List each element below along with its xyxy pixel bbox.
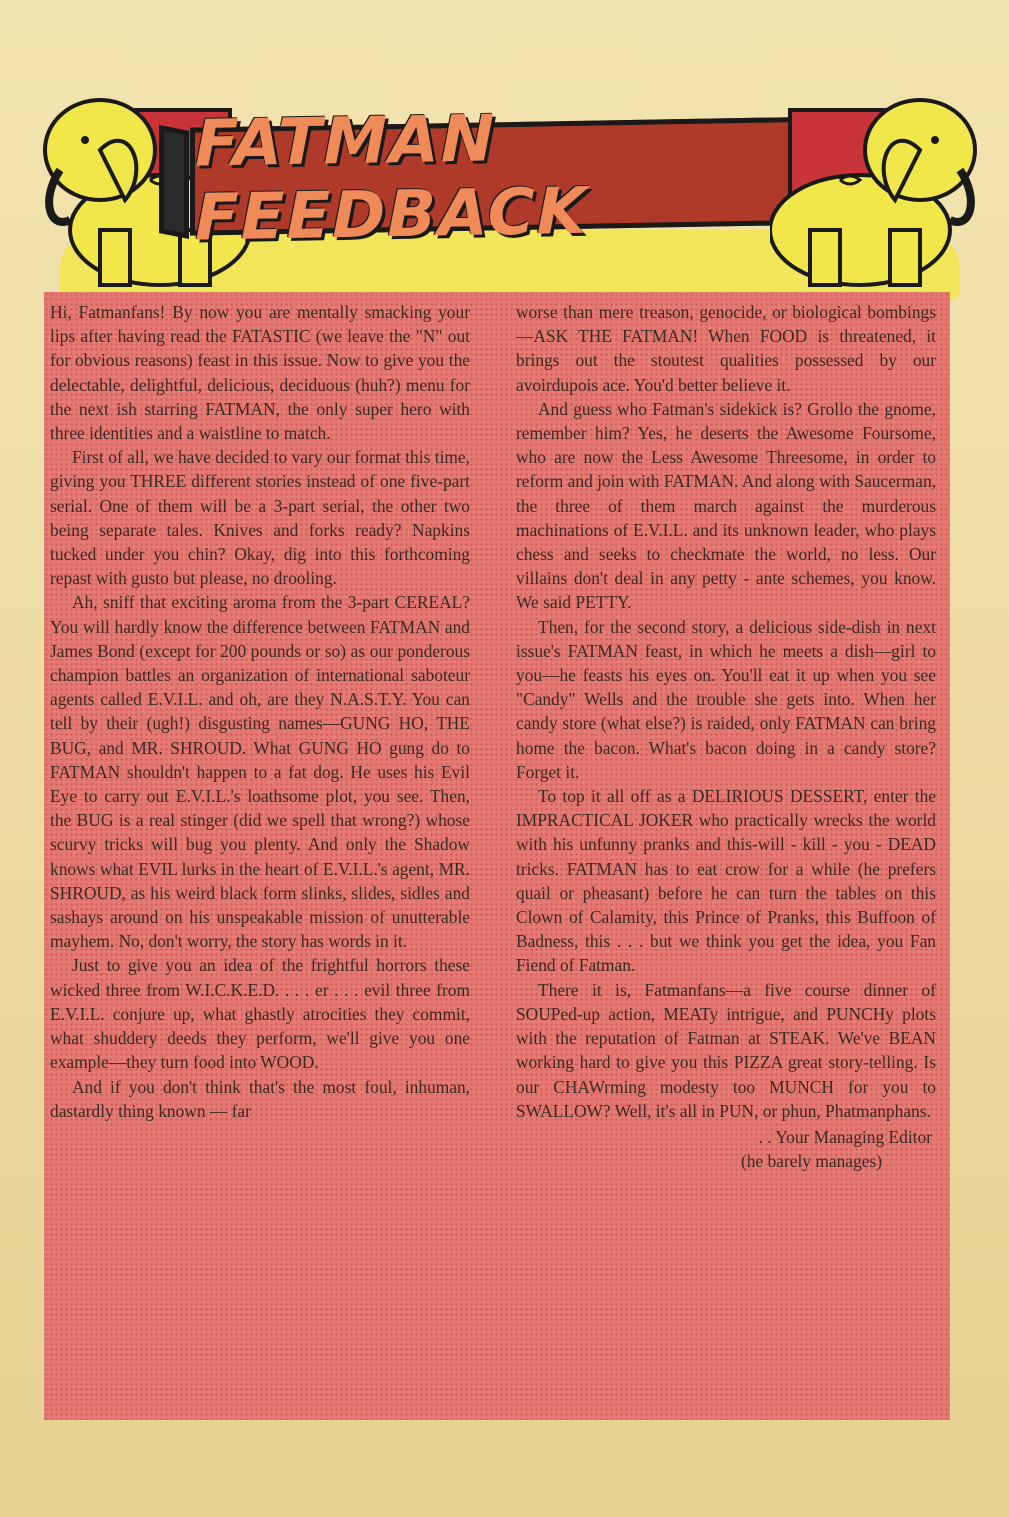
signature-block <box>516 1125 936 1173</box>
paragraph: And guess who Fatman's sidekick is? Grollo the gnome, remember him? Yes, he deserts the Awesome Foursome, who are now the Less Awesome Threesome, in order to reform and join with FATMAN. And along with Saucerman, the three of them march against the murderous machinations of E.V.I.L. and its unknown leader, who plays chess and seeks to checkmate the world, no less. Our villains don't deal in any petty - ante schemes, you know. We said PETTY. <box>516 398 936 613</box>
signature-note: (he barely manages) <box>741 1150 882 1171</box>
signature: . . Your Managing Editor <box>758 1126 932 1147</box>
right-column <box>510 292 942 1181</box>
paragraph: There it is, Fatmanfans—a five course dinner of SOUPed-up action, MEATy intrigue, and PUNCHy plots with the reputation of Fatman at STEAK. We've BEAN working hard to give you this PIZZA great story-telling. Is our CHAWrming modesty too MUNCH for you to SWALLOW? Well, it's all in PUN, or phun, Phatmanphans. <box>516 979 936 1121</box>
paragraph: To top it all off as a DELIRIOUS DESSERT, enter the IMPRACTICAL JOKER who practically wrecks the world with his unfunny pranks and this-will - kill - you - DEAD tricks. FATMAN has to eat crow for a while (he prefers quail or pheasant) before he can turn the tables on this Clown of Calamity, this Prince of Pranks, this Buffoon of Badness, this . . . but we think you get the idea, you Fan Fiend of Fatman. <box>516 786 936 976</box>
letter-panel <box>44 292 950 1420</box>
elephant-right-icon <box>770 80 990 300</box>
left-column <box>44 292 476 1131</box>
paragraph: Then, for the second story, a delicious side-dish in next issue's FATMAN feast, in which he meets a dish—girl to you—he feasts his eyes on. You'll eat it up when you see "Candy" Wells and the trouble she gets into. When her candy store (what else?) is raided, only FATMAN can bring home the bacon. What's bacon doing in a candy store? Forget it. <box>516 616 936 782</box>
title-banner <box>190 102 840 256</box>
paragraph: First of all, we have decided to vary our format this time, giving you THREE different stories instead of one five-part serial. One of them will be a 3-part serial, the other two being separate tales. Knives and forks ready? Napkins tucked under you chin? Okay, dig into this forthcoming repast with gusto but please, no drooling. <box>50 447 470 589</box>
paragraph: Ah, sniff that exciting aroma from the 3-part CEREAL? You will hardly know the difference between FATMAN and James Bond (except for 200 pounds or so) as our ponderous champion battles an organization of international saboteur agents called E.V.I.L. and oh, are they N.A.S.T.Y. You can tell by their (ugh!) disgusting names—GUNG HO, THE BUG, and MR. SHROUD. What GUNG HO gung do to FATMAN shouldn't happen to a fat dog. He uses his Evil Eye to carry out E.V.I.L.'s loathsome plot, you see. Then, the BUG is a real stinger (did we spell that wrong?) whose scurvy tricks will bug you plenty. And only the Shadow knows what EVIL lurks in the heart of E.V.I.L.'s agent, MR. SHROUD, as his weird black form slinks, slides, sidles and sashays around on his unspeakable mission of unutterable mayhem. No, don't worry, the story has words in it. <box>50 592 470 952</box>
page-title: FATMAN FEEDBACK <box>195 102 589 256</box>
header-illustration <box>30 60 980 300</box>
paragraph: And if you don't think that's the most foul, inhuman, dastardly thing known — far <box>50 1076 470 1121</box>
paragraph: worse than mere treason, genocide, or biological bombings—ASK THE FATMAN! When FOOD is threatened, it brings out the stoutest qualities possessed by our avoirdupois ace. You'd better believe it. <box>516 302 936 395</box>
paragraph: Hi, Fatmanfans! By now you are mentally smacking your lips after having read the FATASTIC (we leave the "N" out for obvious reasons) feast in this issue. Now to give you the delectable, delightful, delicious, deciduous (huh?) menu for the next ish starring FATMAN, the only super hero with three identities and a waistline to match. <box>50 302 470 444</box>
paragraph: Just to give you an idea of the frightful horrors these wicked three from W.I.C.K.E.D. . . . er . . . evil three from E.V.I.L. conjure up, what ghastly atrocities they commit, what shuddery deeds they perform, we'll give you one example—they turn food into WOOD. <box>50 955 470 1073</box>
